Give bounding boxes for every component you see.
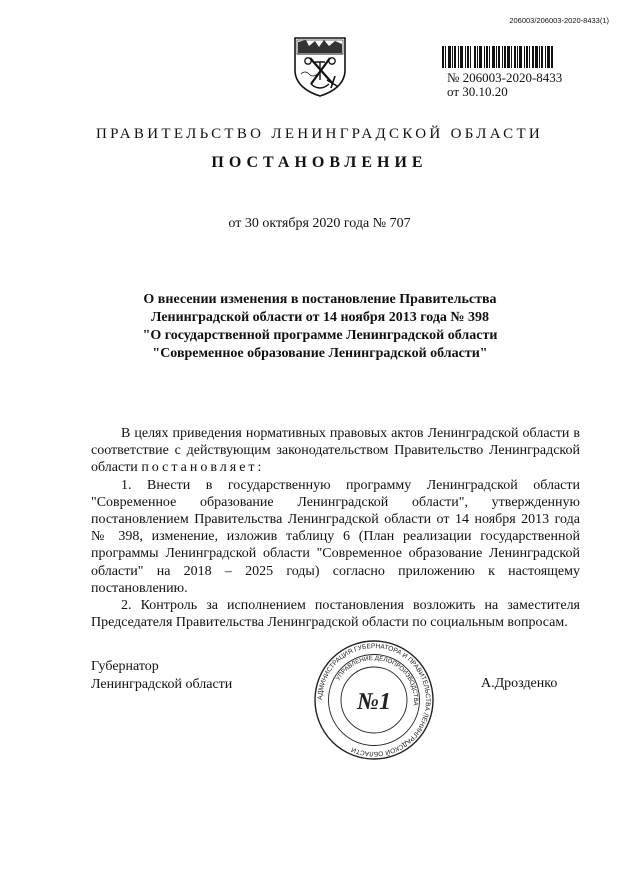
- document-date-number: от 30 октября 2020 года № 707: [228, 216, 411, 231]
- stamp-outer-text: АДМИНИСТРАЦИЯ ГУБЕРНАТОРА И ПРАВИТЕЛЬСТВА ЛЕНИНГРАДСКОЙ ОБЛАСТИ: [316, 642, 432, 758]
- document-body: [91, 425, 580, 631]
- registration-date: от 30.10.20: [447, 84, 508, 99]
- intro-paragraph: [91, 425, 580, 477]
- position-line-1: Губернатор: [91, 659, 159, 674]
- signatory-name: А.Дрозденко: [481, 676, 558, 691]
- organization-title: ПРАВИТЕЛЬСТВО ЛЕНИНГРАДСКОЙ ОБЛАСТИ: [95, 126, 544, 142]
- item-1-paragraph: 1. Внести в государственную программу Ленинградской области "Современное образование Ленинградской области", утвержденную постановлением Правительства Ленинградской области от 14 ноября 2013 года № 398, изменение, изложив таблицу 6 (План реализации государственной программы Ленинградской области "Современное образование Ленинградской области" на 2018 – 2025 годы) согласно приложению к настоящему постановлению.: [91, 477, 580, 596]
- document-code: 206003/206003-2020-8433(1): [509, 16, 609, 25]
- intro-text: В целях приведения нормативных правовых актов Ленинградской области в соответствие с действующим законодательством Правительство Ленинградской области: [91, 426, 580, 476]
- barcode-icon: [442, 46, 597, 68]
- official-stamp: [313, 639, 435, 761]
- registration-number: № 206003-2020-8433: [447, 70, 563, 85]
- coat-of-arms-icon: [291, 34, 349, 98]
- stamp-center-number: №1: [357, 689, 391, 715]
- resolves-word: постановляет: [141, 460, 258, 476]
- document-subject: О внесении изменения в постановление Правительства Ленинградской области от 14 ноября 2013 года № 398 "О государственной программе Ленинградской области "Современное образование Ленинградской области": [142, 292, 498, 361]
- stamp-inner-text: УПРАВЛЕНИЕ ДЕЛОПРОИЗВОДСТВА: [334, 654, 420, 706]
- document-type-title: ПОСТАНОВЛЕНИЕ: [211, 154, 428, 171]
- position-line-2: Ленинградской области: [91, 677, 233, 692]
- item-2-paragraph: 2. Контроль за исполнением постановления возложить на заместителя Председателя Правительства Ленинградской области по социальным вопросам.: [91, 598, 580, 631]
- intro-colon: :: [257, 460, 262, 476]
- signatory-position: [91, 658, 232, 694]
